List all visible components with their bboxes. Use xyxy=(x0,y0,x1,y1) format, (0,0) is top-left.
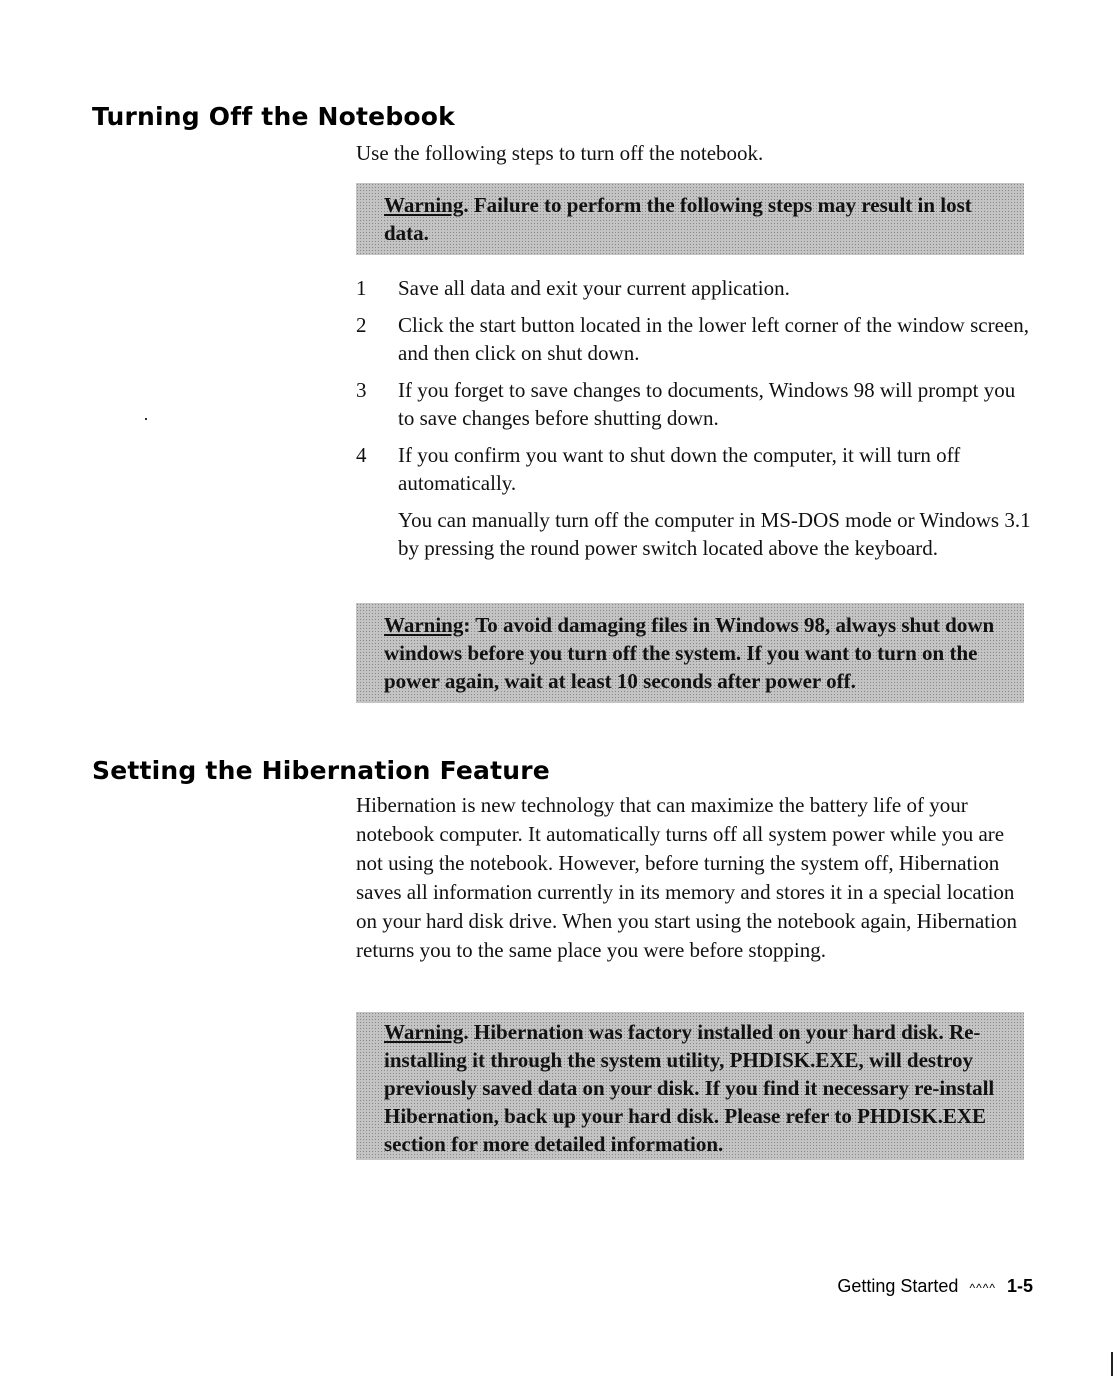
step-text: If you forget to save changes to documents, Windows 98 will prompt you to save changes before shutting down. xyxy=(398,378,1016,430)
scan-speck xyxy=(145,418,147,420)
step-text: If you confirm you want to shut down the computer, it will turn off automatically. xyxy=(398,443,961,495)
step-text: Click the start button located in the lower left corner of the window screen, and then click on shut down. xyxy=(398,313,1029,365)
warning-text: : To avoid damaging files in Windows 98, always shut down windows before you turn off the system. If you want to turn on the power again, wait at least 10 seconds after power off. xyxy=(384,613,995,693)
manual-shutdown-note: You can manually turn off the computer in MS-DOS mode or Windows 3.1 by pressing the round power switch located above the keyboard. xyxy=(398,508,1031,560)
step-number: 3 xyxy=(356,378,367,402)
list-item xyxy=(356,311,1036,367)
section-heading-hibernation: Setting the Hibernation Feature xyxy=(92,756,550,785)
step-number: 1 xyxy=(356,276,367,300)
step-number: 2 xyxy=(356,313,367,337)
shutdown-steps-list xyxy=(356,274,1036,571)
scan-edge-mark xyxy=(1111,1352,1113,1376)
step-text: Save all data and exit your current application. xyxy=(398,276,790,300)
warning-label: Warning xyxy=(384,193,464,217)
list-item xyxy=(356,274,1036,302)
hibernation-body-text: Hibernation is new technology that can maximize the battery life of your notebook computer. It automatically turns off all system power while you are not using the notebook. However, before turning the system off, Hibernation saves all information currently in its memory and stores it in a special location on your hard disk drive. When you start using the notebook again, Hibernation returns you to the same place you were before stopping. xyxy=(356,793,1017,962)
page-number: 1-5 xyxy=(1006,1276,1033,1296)
warning-label: Warning xyxy=(384,613,464,637)
list-item xyxy=(356,441,1036,497)
warning-label: Warning xyxy=(384,1020,464,1044)
list-item xyxy=(356,376,1036,432)
warning-text: . Failure to perform the following steps may result in lost data. xyxy=(384,193,972,245)
page-footer xyxy=(837,1276,1033,1297)
warning-text: . Hibernation was factory installed on your hard disk. Re-installing it through the system utility, PHDISK.EXE, will destroy previously saved data on your disk. If you find it necessary re-install Hibernation, back up your hard disk. Please refer to PHDISK.EXE section for more detailed information. xyxy=(384,1020,995,1156)
footer-separator: ^^^^ xyxy=(969,1281,996,1295)
warning-box-windows98 xyxy=(356,603,1024,703)
footer-chapter: Getting Started xyxy=(837,1276,959,1296)
section-heading-turning-off: Turning Off the Notebook xyxy=(92,102,455,131)
intro-text: Use the following steps to turn off the notebook. xyxy=(356,141,764,165)
step-number: 4 xyxy=(356,443,367,467)
warning-box-lost-data xyxy=(356,183,1024,255)
list-item xyxy=(356,506,1036,562)
warning-box-hibernation xyxy=(356,1012,1024,1160)
